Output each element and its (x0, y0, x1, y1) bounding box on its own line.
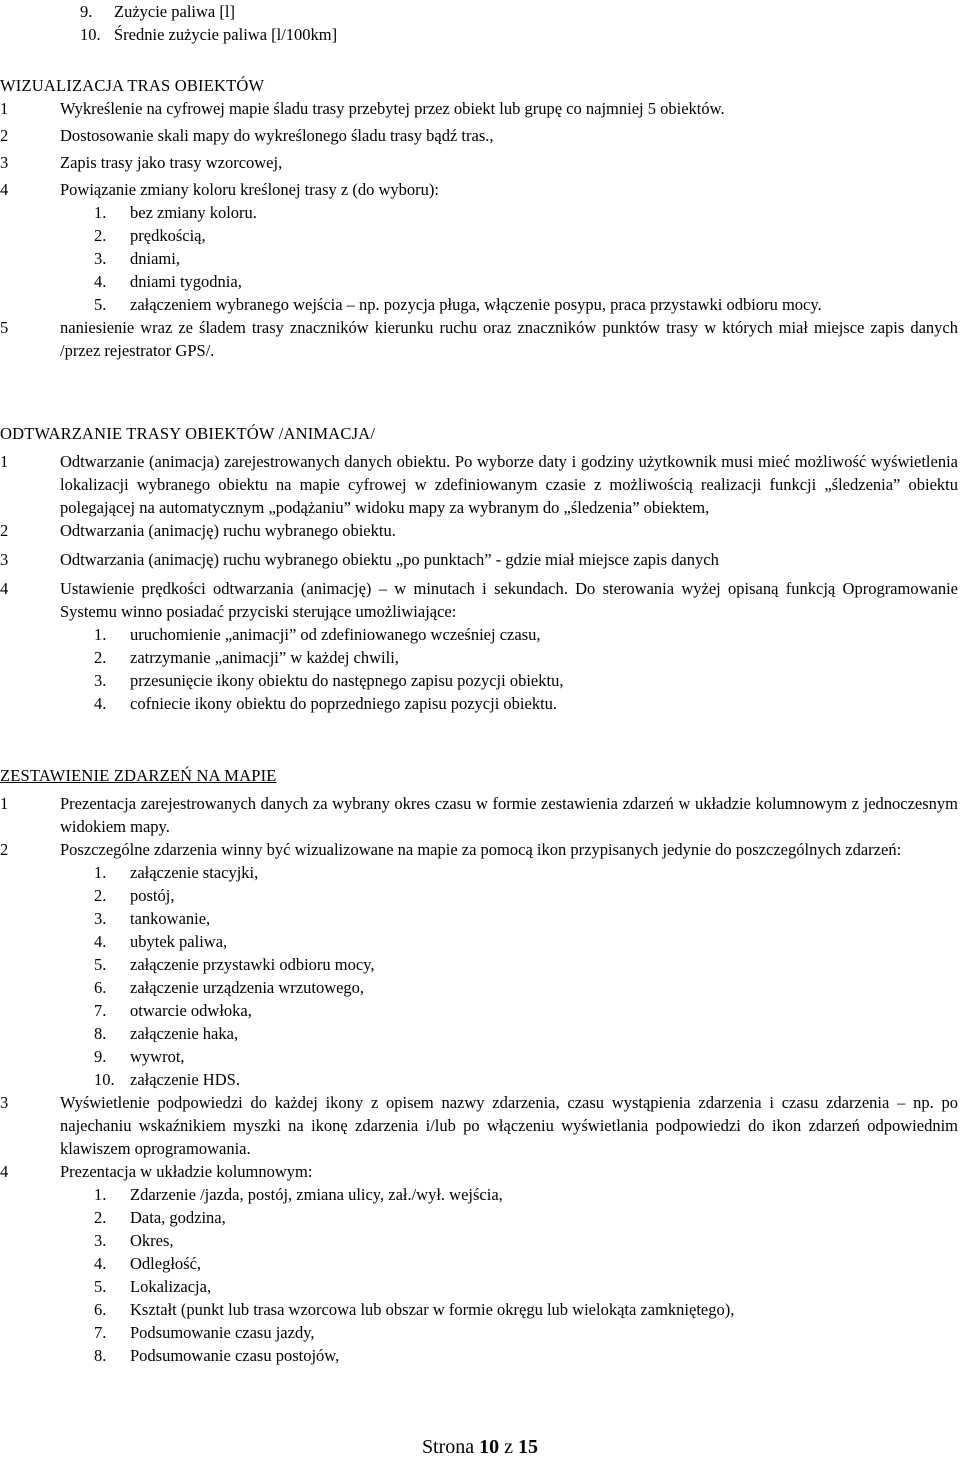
list-item: 1 Odtwarzanie (animacja) zarejestrowanych danych obiektu. Po wyborze daty i godziny użytkownik musi mieć możliwość wyświetlenia lokalizacji wybranego obiektu na mapie cyfrowej w zdefiniowanym czasie z możliwością realizacji funkcji „śledzenia” obiektu polegającej na automatycznym „podążaniu” widoku mapy za wybranym do „śledzenia” obiektem, (0, 452, 958, 517)
sub-item: 8. Podsumowanie czasu postojów, (94, 1346, 340, 1365)
page-footer (0, 1436, 960, 1459)
sub-item: 5. załączeniem wybranego wejścia – np. pozycja pługa, włączenie posypu, praca przystawki odbioru mocy. (94, 295, 822, 314)
list-item: 4 Powiązanie zmiany koloru kreślonej trasy z (do wyboru): (0, 180, 439, 199)
section-title: WIZUALIZACJA TRAS OBIEKTÓW (0, 76, 265, 95)
footer-total-pages: 15 (518, 1436, 539, 1458)
sub-item: 4. cofniecie ikony obiektu do poprzedniego zapisu pozycji obiektu. (94, 694, 558, 713)
footer-prefix: Strona (421, 1436, 480, 1458)
list-item: 3 Wyświetlenie podpowiedzi do każdej ikony z opisem nazwy zdarzenia, czasu wystąpienia zdarzenia i czasu zdarzenia – np. po najechaniu wskaźnikiem myszki na ikonę zdarzenia i/lub po włączeniu wyświetlania podpowiedzi do ikon zdarzeń odpowiednim klawiszem oprogramowania. (0, 1093, 958, 1158)
list-item: 2 Odtwarzania (animację) ruchu wybranego obiektu. (0, 521, 396, 540)
sub-item: 4. dniami tygodnia, (94, 272, 242, 291)
list-item: 2 Dostosowanie skali mapy do wykreślonego śladu trasy bądź tras., (0, 126, 494, 145)
sub-item: 4. ubytek paliwa, (94, 932, 228, 951)
sub-item: 3. tankowanie, (94, 909, 211, 928)
list-item: 3 Odtwarzania (animację) ruchu wybranego obiektu „po punktach” - gdzie miał miejsce zapis danych (0, 550, 719, 569)
sub-item: 3. Okres, (94, 1231, 174, 1250)
sub-item: 1. załączenie stacyjki, (94, 863, 259, 882)
list-item: 4 Ustawienie prędkości odtwarzania (animację) – w minutach i sekundach. Do sterowania wyżej opisaną funkcją Oprogramowanie Systemu winno posiadać przyciski sterujące umożliwiające: (0, 579, 958, 621)
list-item: 2 Poszczególne zdarzenia winny być wizualizowane na mapie za pomocą ikon przypisanych jedynie do poszczególnych zdarzeń: (0, 840, 902, 859)
footer-separator: z (499, 1436, 519, 1458)
sub-item: 7. Podsumowanie czasu jazdy, (94, 1323, 315, 1342)
sub-item: 3. dniami, (94, 249, 180, 268)
sub-item: 5. załączenie przystawki odbioru mocy, (94, 955, 375, 974)
list-item: 1 Prezentacja zarejestrowanych danych za wybrany okres czasu w formie zestawienia zdarzeń w układzie kolumnowym z jednoczesnym widokiem mapy. (0, 794, 958, 836)
sub-item: 6. załączenie urządzenia wrzutowego, (94, 978, 365, 997)
list-item: 1 Wykreślenie na cyfrowej mapie śladu trasy przebytej przez obiekt lub grupę co najmniej 5 obiektów. (0, 99, 725, 118)
section-title: ODTWARZANIE TRASY OBIEKTÓW /ANIMACJA/ (0, 424, 376, 443)
top-list (0, 0, 958, 46)
sub-item: 6. Kształt (punkt lub trasa wzorcowa lub obszar w formie okręgu lub wielokąta zamkniętego), (94, 1300, 735, 1319)
section-events (0, 764, 958, 1367)
sub-item: 10. załączenie HDS. (94, 1070, 240, 1089)
sub-item: 1. bez zmiany koloru. (94, 203, 257, 222)
sub-item: 7. otwarcie odwłoka, (94, 1001, 252, 1020)
sub-item: 2. Data, godzina, (94, 1208, 226, 1227)
list-item: 3 Zapis trasy jako trasy wzorcowej, (0, 153, 283, 172)
list-item: 10. Średnie zużycie paliwa [l/100km] (80, 25, 338, 44)
sub-item: 8. załączenie haka, (94, 1024, 239, 1043)
sub-item: 2. zatrzymanie „animacji” w każdej chwili, (94, 648, 399, 667)
sub-item: 4. Odległość, (94, 1254, 202, 1273)
list-item: 4 Prezentacja w układzie kolumnowym: (0, 1162, 313, 1181)
section-visualization (0, 74, 958, 362)
sub-item: 5. Lokalizacja, (94, 1277, 212, 1296)
sub-item: 2. prędkością, (94, 226, 206, 245)
sub-item: 1. uruchomienie „animacji” od zdefiniowanego wcześniej czasu, (94, 625, 541, 644)
section-animation (0, 422, 958, 715)
sub-item: 1. Zdarzenie /jazda, postój, zmiana ulicy, zał./wył. wejścia, (94, 1185, 503, 1204)
sub-item: 9. wywrot, (94, 1047, 185, 1066)
sub-item: 2. postój, (94, 886, 175, 905)
section-title: ZESTAWIENIE ZDARZEŃ NA MAPIE (0, 766, 277, 785)
footer-page-number: 10 (479, 1436, 500, 1458)
sub-item: 3. przesunięcie ikony obiektu do następnego zapisu pozycji obiektu, (94, 671, 564, 690)
list-item: 5 naniesienie wraz ze śladem trasy znaczników kierunku ruchu oraz znaczników punktów trasy w których miał miejsce zapis danych /przez rejestrator GPS/. (0, 318, 958, 360)
list-item: 9. Zużycie paliwa [l] (80, 2, 235, 21)
